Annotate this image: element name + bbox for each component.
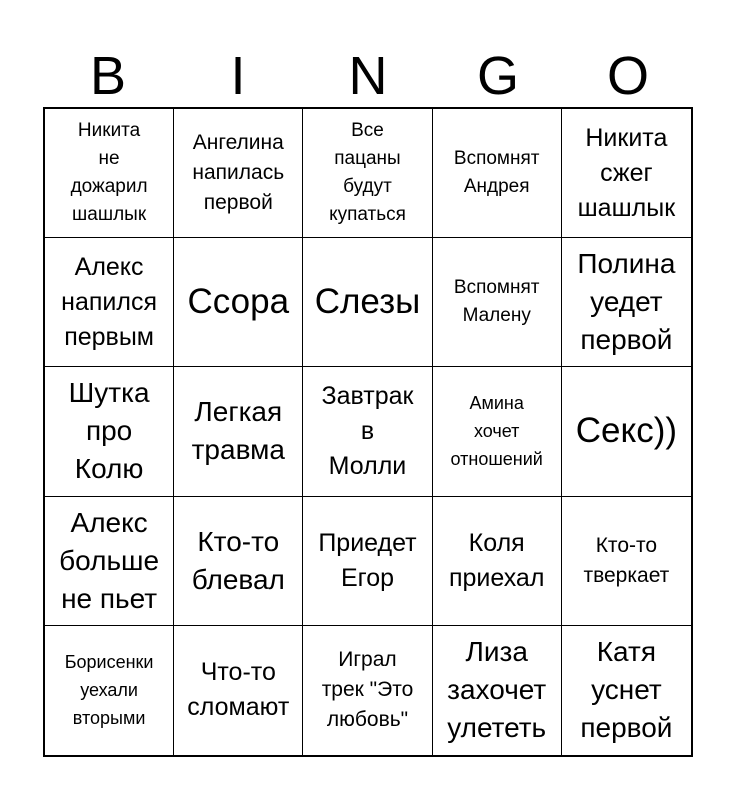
cell-text: Лиза захочет улететь [447,636,547,744]
cell-text: Легкая травма [191,396,285,466]
cell-text: Никита не дожарил шашлык [70,120,148,226]
bingo-cell-r4-c1[interactable] [45,497,174,626]
header-letter-n: N [348,46,388,106]
cell-text: Алекс больше не пьет [59,506,160,614]
cell-text: Катя уснет первой [580,636,673,744]
bingo-cell-r3-c2[interactable] [174,367,303,496]
bingo-cell-r4-c5[interactable] [562,497,691,626]
bingo-cell-r3-c4[interactable] [433,367,562,496]
bingo-cell-r1-c1[interactable] [45,109,174,238]
bingo-cell-r3-c3[interactable] [303,367,432,496]
bingo-cell-r1-c4[interactable] [433,109,562,238]
cell-text: Секс)) [575,411,678,451]
cell-text: Полина уедет первой [577,248,676,356]
bingo-cell-r2-c3[interactable] [303,238,432,367]
bingo-cell-r1-c2[interactable] [174,109,303,238]
cell-text: Все пацаны будут купаться [329,120,406,226]
header-letter-o: O [606,46,649,106]
cell-text: Слезы [314,282,421,322]
bingo-cell-r5-c4[interactable] [433,626,562,755]
cell-text: Никита сжег шашлык [577,123,676,222]
cell-text: Завтрак в Молли [321,381,414,480]
bingo-cell-r3-c1[interactable] [45,367,174,496]
cell-text: Играл трек "Это любовь" [321,648,414,732]
cell-text: Ангелина напилась первой [192,131,285,215]
bingo-cell-r4-c4[interactable] [433,497,562,626]
bingo-board [43,107,693,757]
bingo-cell-r1-c3[interactable] [303,109,432,238]
cell-text: Вспомнят Малену [453,277,540,327]
bingo-cell-r2-c4[interactable] [433,238,562,367]
bingo-cell-r5-c2[interactable] [174,626,303,755]
cell-text: Амина хочет отношений [450,393,543,470]
bingo-cell-r2-c2[interactable] [174,238,303,367]
cell-text: Коля приехал [448,528,545,592]
bingo-cell-r5-c5[interactable] [562,626,691,755]
bingo-cell-r2-c5[interactable] [562,238,691,367]
bingo-cell-r1-c5[interactable] [562,109,691,238]
cell-text: Что-то сломают [187,658,290,722]
cell-text: Ссора [187,282,290,322]
bingo-header [43,45,693,107]
header-letter-g: G [476,46,519,106]
cell-text: Вспомнят Андрея [453,148,540,198]
cell-text: Шутка про Колю [68,377,150,485]
bingo-cell-r5-c1[interactable] [45,626,174,755]
bingo-cell-r3-c5[interactable] [562,367,691,496]
cell-text: Кто-то тверкает [583,533,670,587]
header-letter-i: I [230,46,246,106]
bingo-cell-r2-c1[interactable] [45,238,174,367]
bingo-cell-r5-c3[interactable] [303,626,432,755]
cell-text: Приедет Егор [318,528,417,592]
header-letter-b: B [89,46,127,106]
bingo-cell-r4-c3[interactable] [303,497,432,626]
cell-text: Кто-то блевал [191,525,285,595]
cell-text: Алекс напился первым [61,252,158,351]
bingo-cell-r4-c2[interactable] [174,497,303,626]
cell-text: Борисенки уехали вторыми [64,652,154,729]
